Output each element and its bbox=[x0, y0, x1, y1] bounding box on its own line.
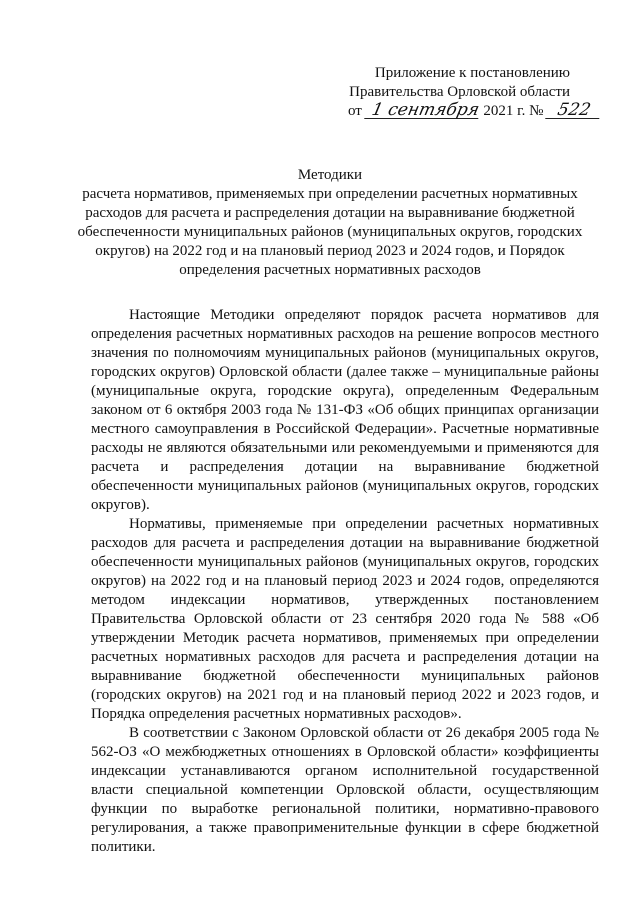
paragraph: Нормативы, применяемые при определении расчетных нормативных расходов для расчета и распределения дотации на выравнивание бюджетной обеспеченности муниципальных районов (муниципальных округов, городских округов) на 2022 год и на плановый период 2023 и 2024 годов, определяются методом индексации нормативов, утвержденных постановлением Правительства Орловской области от 23 сентября 2020 года № 588 «Об утверждении Методик расчета нормативов, применяемых при определении расчетных нормативных расходов для расчета и распределения дотации на выравнивание бюджетной обеспеченности муниципальных районов (городских округов) на 2021 год и на плановый период 2022 и 2023 годов, и Порядка определения расчетных нормативных расходов». bbox=[91, 516, 599, 722]
document-body bbox=[91, 306, 599, 857]
document-title bbox=[70, 166, 590, 280]
year-number-label: 2021 г. № bbox=[483, 103, 544, 119]
handwritten-number: 522 bbox=[545, 102, 603, 119]
appendix-date-line bbox=[340, 102, 600, 121]
paragraph: Настоящие Методики определяют порядок расчета нормативов для определения расчетных нормативных расходов на решение вопросов местного значения по полномочиям муниципальных районов (муниципальных округов, городских округов) Орловской области (далее также – муниципальные районы (муниципальные округа, городские округа), определенным Федеральным законом от 6 октября 2003 года № 131-ФЗ «Об общих принципах организации местного самоуправления в Российской Федерации». Расчетные нормативные расходы не являются обязательными или рекомендуемыми и применяются для расчета и распределения дотации на выравнивание бюджетной обеспеченности муниципальных районов (муниципальных округов, городских округов). bbox=[91, 307, 599, 513]
title-body: расчета нормативов, применяемых при определении расчетных нормативных расходов для расчета и распределения дотации на выравнивание бюджетной обеспеченности муниципальных районов (муниципальных округов, городских округов) на 2022 год и на плановый период 2023 и 2024 годов, и Порядок определения расчетных нормативных расходов bbox=[77, 186, 583, 278]
from-label: от bbox=[348, 103, 362, 119]
title-heading: Методики bbox=[297, 167, 363, 183]
paragraph: В соответствии с Законом Орловской области от 26 декабря 2005 года № 562-ОЗ «О межбюджетных отношениях в Орловской области» коэффициенты индексации устанавливаются органом исполнительной государственной власти специальной компетенции Орловской области, осуществляющим функции по выработке региональной политики, нормативно-правового регулирования, а также правоприменительные функции в сфере бюджетной политики. bbox=[91, 725, 599, 855]
appendix-header bbox=[340, 64, 600, 121]
appendix-line-2: Правительства Орловской области bbox=[349, 84, 570, 100]
handwritten-date: 1 сентября bbox=[364, 102, 482, 119]
appendix-line-1: Приложение к постановлению bbox=[374, 65, 570, 81]
